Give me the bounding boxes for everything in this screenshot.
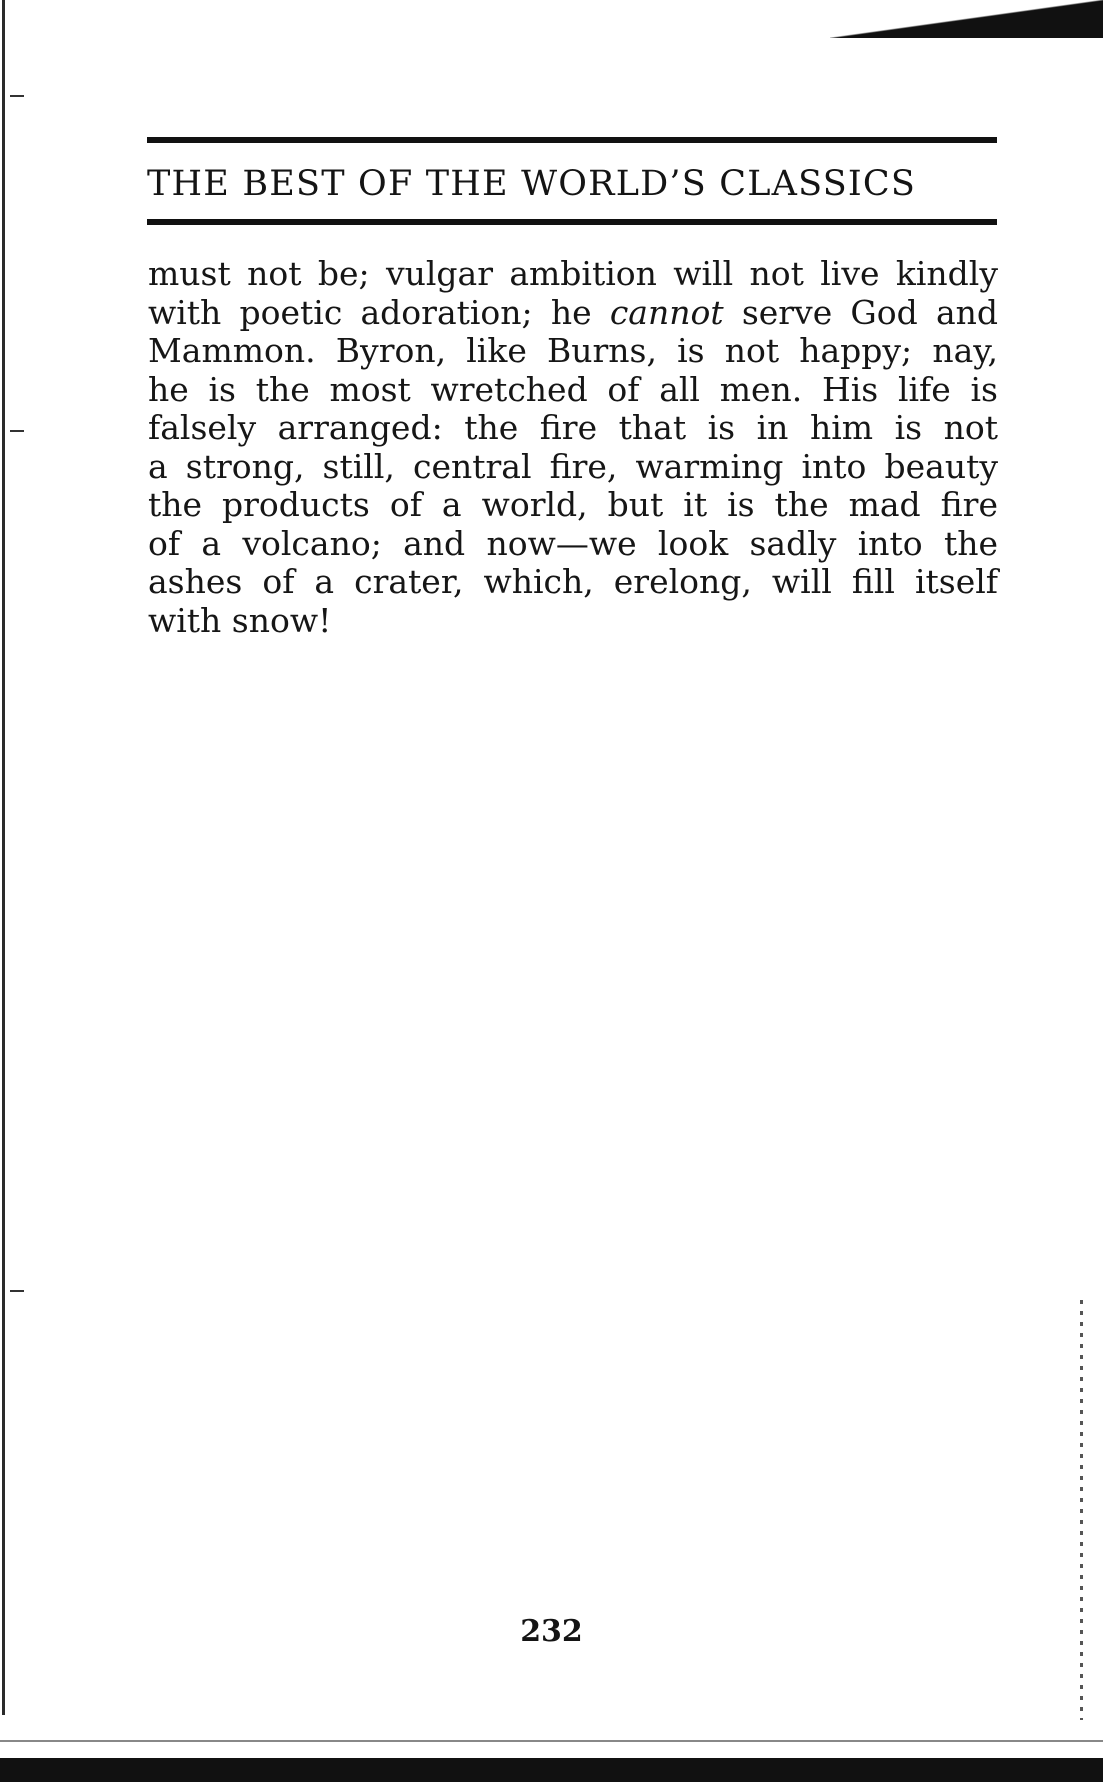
- text-line: ashes of a crater, which, erelong, will fill itself: [148, 562, 998, 601]
- text-line: must not be; vulgar ambition will not live kindly: [148, 254, 998, 293]
- running-head: THE BEST OF THE WORLD’S CLASSICS: [147, 164, 917, 204]
- page-right-edge: [1080, 1300, 1083, 1720]
- text-line: he is the most wretched of all men. His life is: [148, 369, 998, 409]
- text-line: [148, 294, 998, 333]
- page-corner-shadow: [830, 0, 1103, 38]
- scan-mark: [10, 95, 24, 97]
- text-line: a strong, still, central fire, warming into beauty: [148, 446, 998, 486]
- scan-mark: [10, 430, 24, 432]
- body-paragraph: [148, 255, 998, 640]
- text-line: falsely arranged: the fire that is in him is not: [148, 408, 998, 447]
- text-line: Mammon. Byron, like Burns, is not happy; nay,: [148, 331, 998, 370]
- page-bottom-shadow: [0, 1758, 1103, 1782]
- text-segment: with poetic adoration; he: [148, 292, 592, 332]
- text-line: of a volcano; and now—we look sadly into the: [148, 523, 998, 563]
- header-rule-top: [147, 137, 997, 143]
- text-line: the products of a world, but it is the mad fire: [148, 485, 998, 524]
- emphasis: cannot: [609, 292, 724, 332]
- header-rule-bottom: [147, 219, 997, 225]
- text-line: with snow!: [148, 600, 332, 640]
- page-bottom-edge-line: [0, 1740, 1103, 1742]
- page-left-edge: [2, 0, 5, 1715]
- scan-mark: [10, 1290, 24, 1292]
- page-number: 232: [520, 1614, 583, 1649]
- text-segment: serve God and: [741, 292, 998, 332]
